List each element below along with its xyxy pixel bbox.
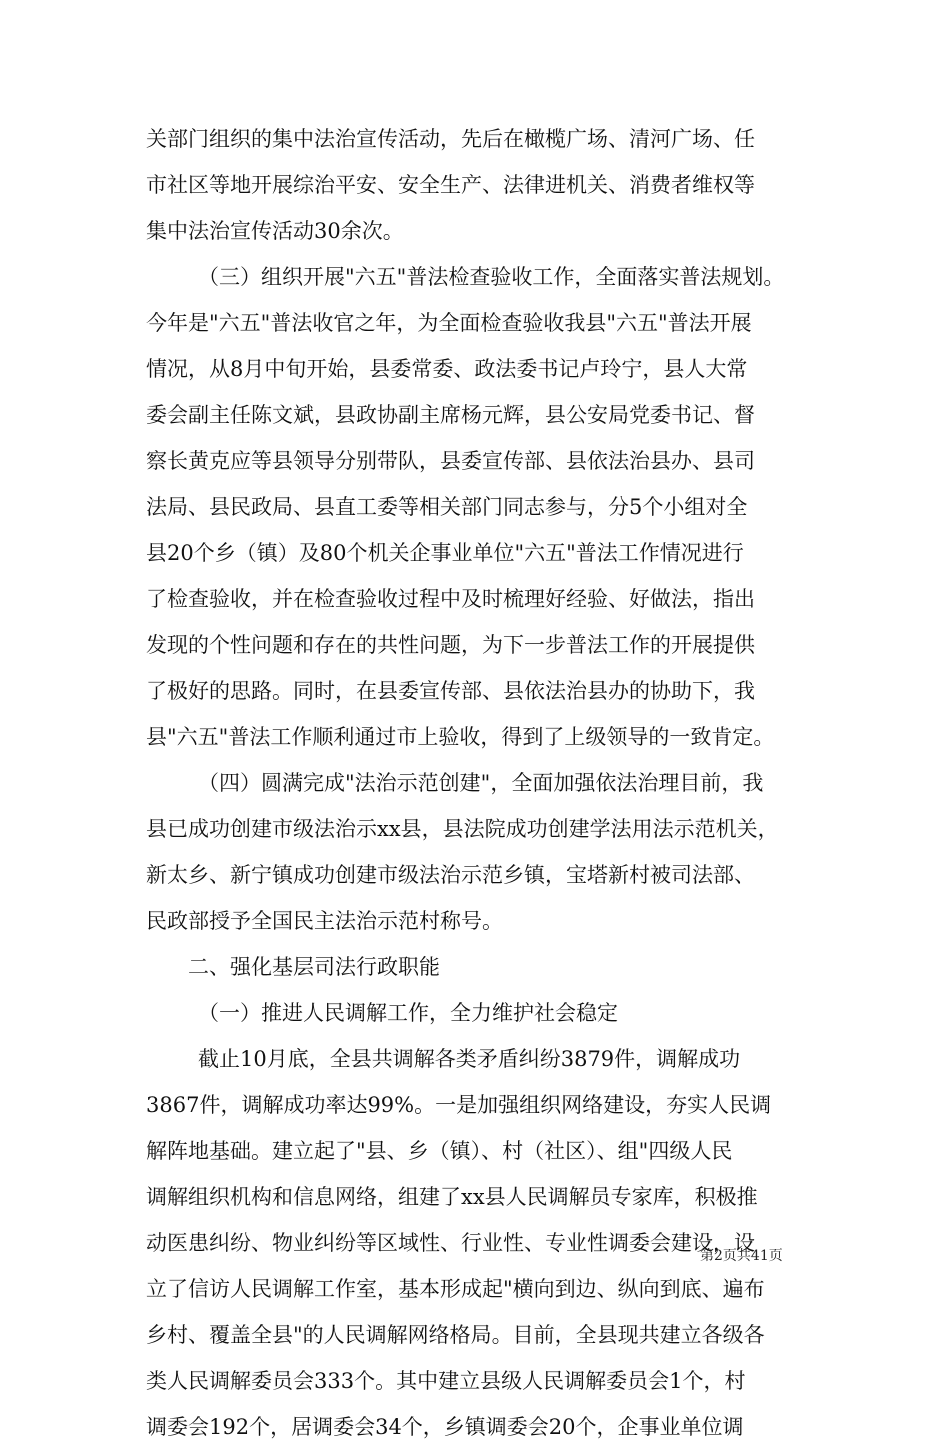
- text-line: 了极好的思路。同时，在县委宣传部、县依法治县办的协助下，我: [146, 679, 755, 703]
- text-line: 调解组织机构和信息网络，组建了xx县人民调解员专家库，积极推: [146, 1185, 758, 1209]
- chapter-heading: 二、强化基层司法行政职能: [188, 955, 440, 979]
- text-line: 乡村、覆盖全县"的人民调解网络格局。目前，全县现共建立各级各: [146, 1323, 765, 1347]
- text-line: 动医患纠纷、物业纠纷等区域性、行业性、专业性调委会建设，设: [146, 1231, 755, 1255]
- text-line: 法局、县民政局、县直工委等相关部门同志参与，分5个小组对全: [146, 495, 748, 519]
- text-line: 新太乡、新宁镇成功创建市级法治示范乡镇，宝塔新村被司法部、: [146, 863, 755, 887]
- text-line: 了检查验收，并在检查验收过程中及时梳理好经验、好做法，指出: [146, 587, 755, 611]
- text-line: 3867件，调解成功率达99%。一是加强组织网络建设，夯实人民调: [146, 1093, 772, 1117]
- text-line: 情况，从8月中旬开始，县委常委、政法委书记卢玲宁，县人大常: [146, 357, 748, 381]
- page-number: 第2页共41页: [700, 1248, 783, 1264]
- text-line: 关部门组织的集中法治宣传活动，先后在橄榄广场、清河广场、任: [146, 127, 755, 151]
- text-line: 类人民调解委员会333个。其中建立县级人民调解委员会1个，村: [146, 1369, 746, 1393]
- text-line: 县已成功创建市级法治示xx县，县法院成功创建学法用法示范机关，: [146, 817, 779, 841]
- text-line: 今年是"六五"普法收官之年，为全面检查验收我县"六五"普法开展: [146, 311, 752, 335]
- text-line: 市社区等地开展综治平安、安全生产、法律进机关、消费者维权等: [146, 173, 755, 197]
- text-line: 察长黄克应等县领导分别带队，县委宣传部、县依法治县办、县司: [146, 449, 755, 473]
- text-line: 县20个乡（镇）及80个机关企事业单位"六五"普法工作情况进行: [146, 541, 744, 565]
- text-line: 集中法治宣传活动30余次。: [146, 219, 404, 243]
- text-line: 县"六五"普法工作顺利通过市上验收，得到了上级领导的一致肯定。: [146, 725, 775, 749]
- text-line: 解阵地基础。建立起了"县、乡（镇）、村（社区）、组"四级人民: [146, 1139, 733, 1163]
- text-line: 民政部授予全国民主法治示范村称号。: [146, 909, 503, 933]
- text-line: 立了信访人民调解工作室，基本形成起"横向到边、纵向到底、遍布: [146, 1277, 765, 1301]
- section-heading: （三）组织开展"六五"普法检查验收工作，全面落实普法规划。: [198, 265, 785, 289]
- section-heading: （一）推进人民调解工作，全力维护社会稳定: [198, 1001, 618, 1025]
- text-line: 委会副主任陈文斌，县政协副主席杨元辉，县公安局党委书记、督: [146, 403, 755, 427]
- text-line: 调委会192个，居调委会34个，乡镇调委会20个，企事业单位调: [146, 1415, 744, 1439]
- text-line: 发现的个性问题和存在的共性问题，为下一步普法工作的开展提供: [146, 633, 755, 657]
- section-heading: （四）圆满完成"法治示范创建"，全面加强依法治理目前，我: [198, 771, 764, 795]
- text-line: 截止10月底，全县共调解各类矛盾纠纷3879件，调解成功: [198, 1047, 741, 1071]
